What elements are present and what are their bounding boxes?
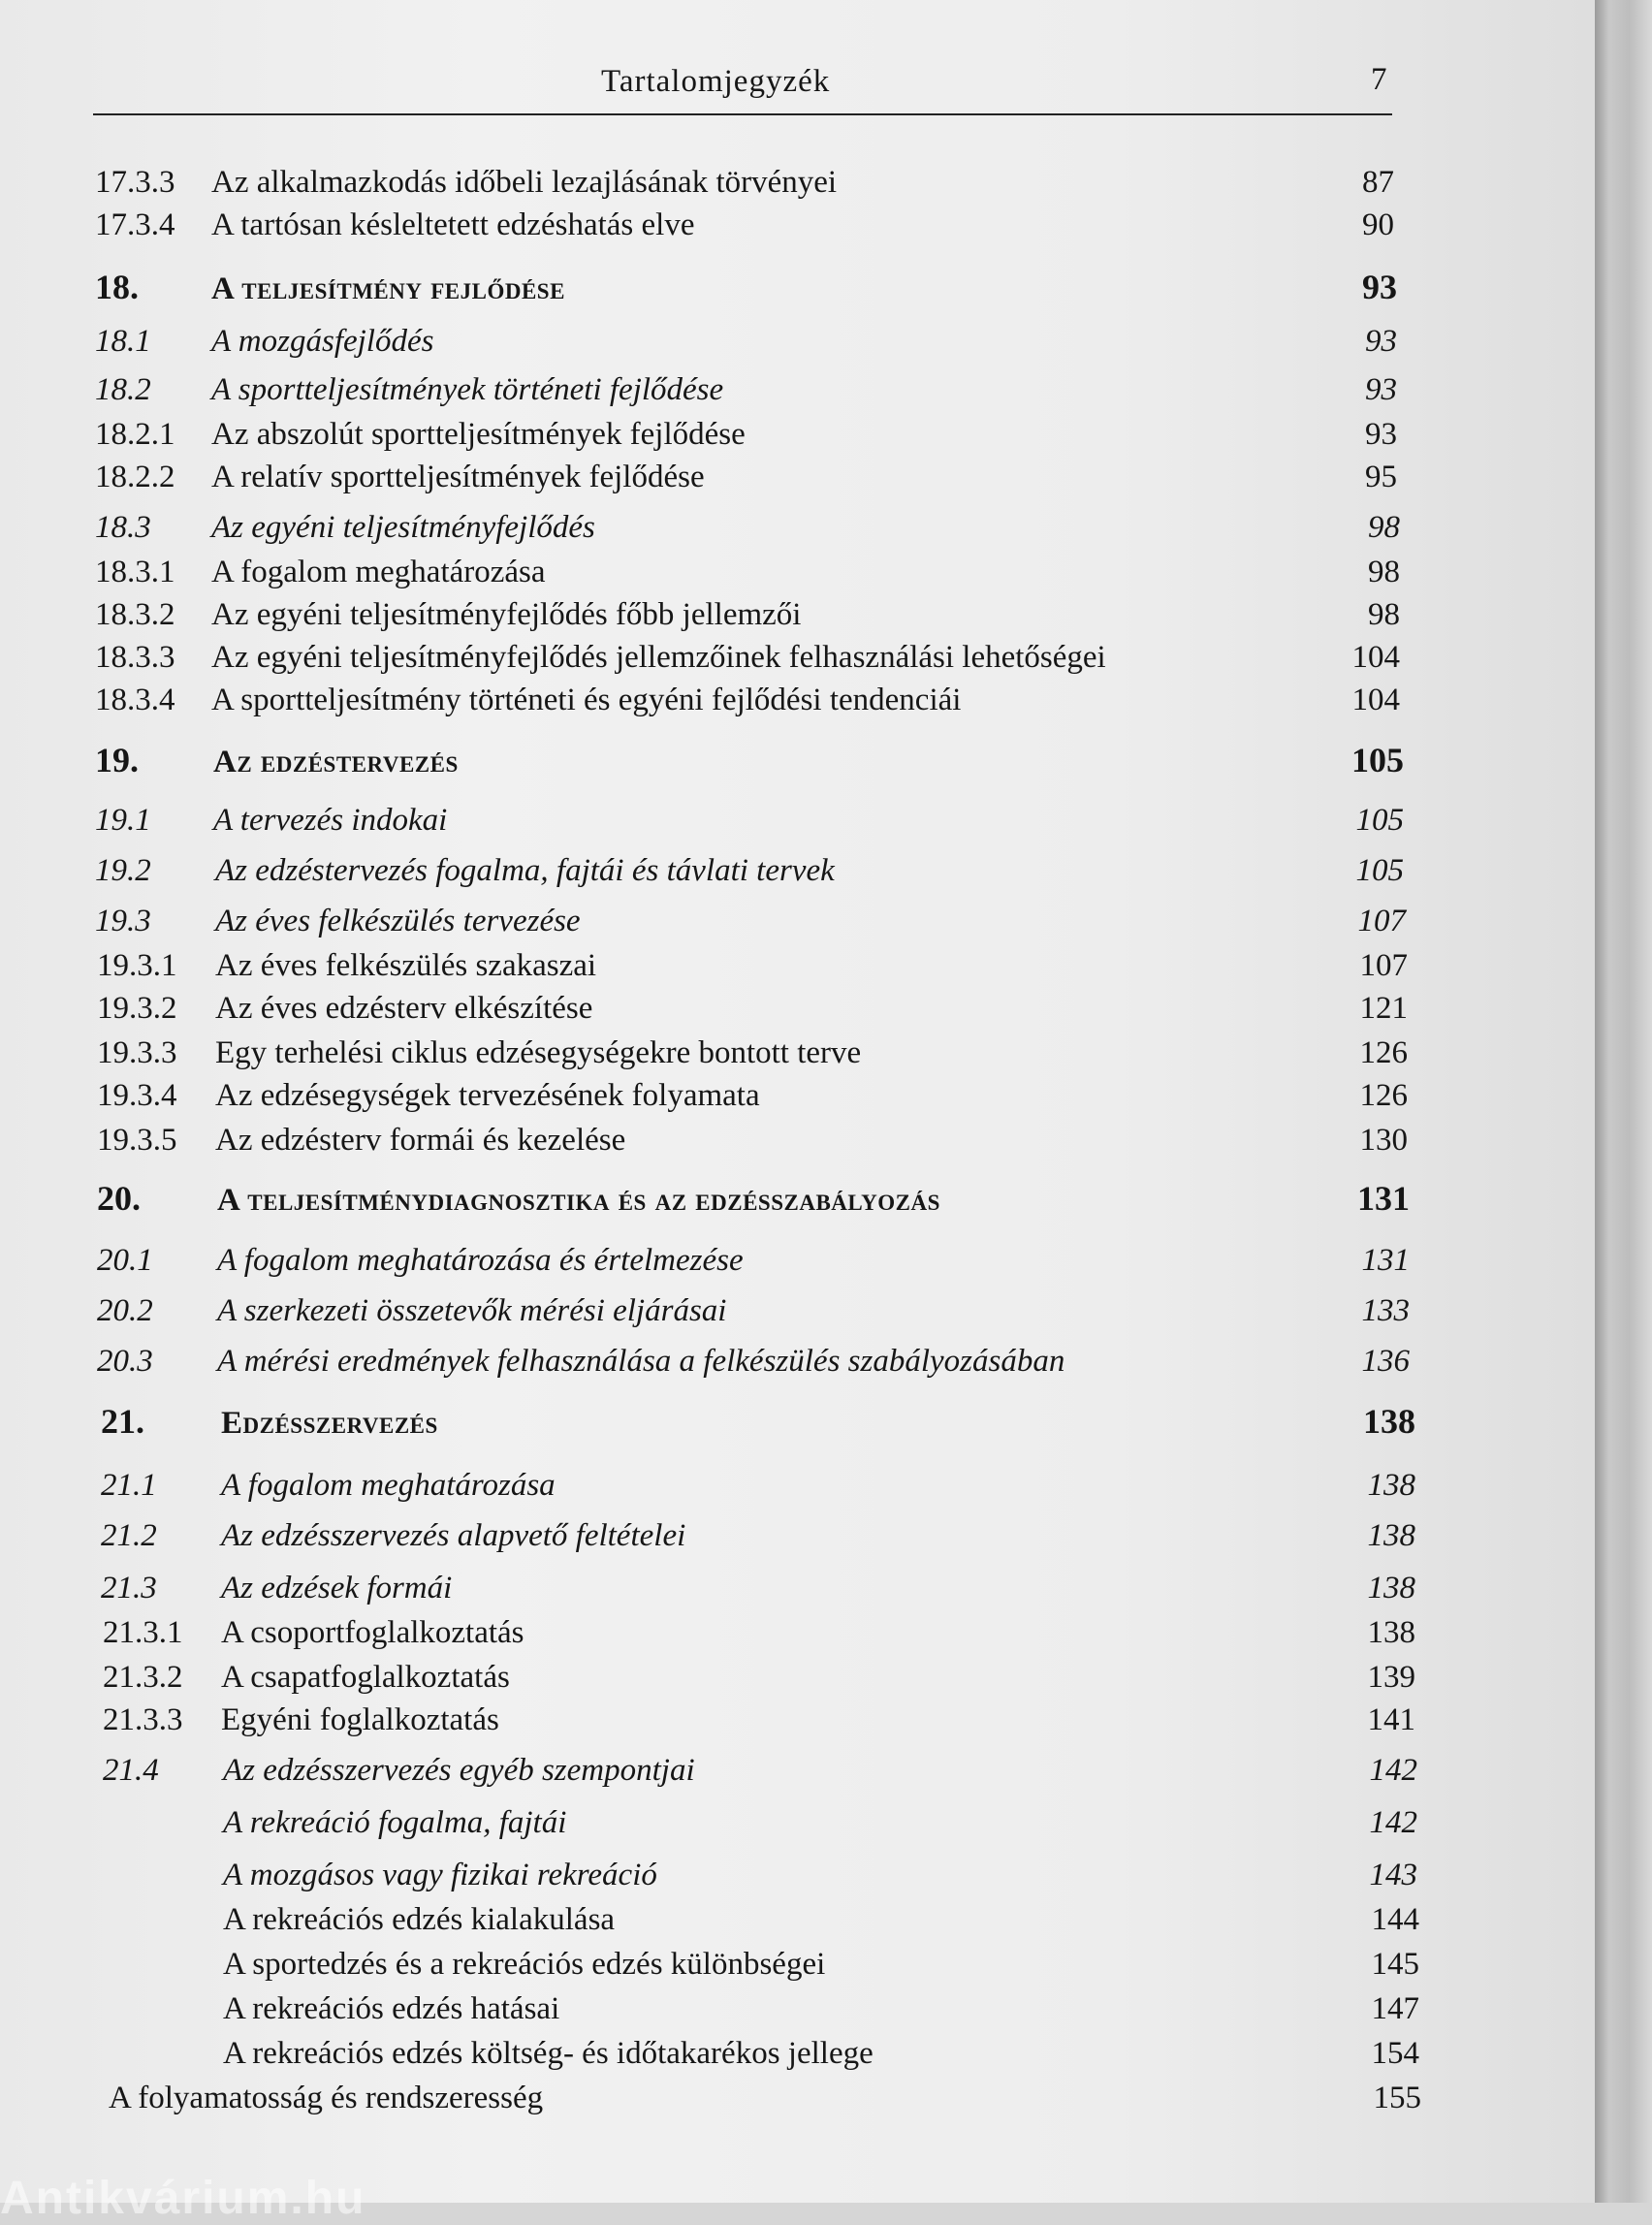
toc-entry-title: Edzésszervezés [221,1406,438,1441]
toc-entry-page: 93 [1365,372,1397,407]
toc-entry-page: 126 [1359,1035,1408,1070]
toc-entry-page: 154 [1371,2036,1419,2071]
toc-entry-title: A rekreációs edzés hatásai [223,1991,560,2026]
toc-entry-page: 105 [1355,803,1404,838]
toc-entry-title: A tervezés indokai [213,803,448,838]
toc-entry-title: A szerkezeti összetevők mérési eljárásai [217,1293,727,1328]
toc-entry-number: 18.3.4 [95,683,175,717]
watermark: Antikvárium.hu [0,2173,366,2224]
toc-entry-number: 18.3.3 [95,640,175,675]
toc-entry-page: 107 [1359,948,1408,983]
toc-chapter [101,1402,1415,1443]
toc-entry-page: 138 [1367,1518,1415,1553]
toc-entry [95,681,1400,719]
toc-entry-page: 131 [1357,1179,1410,1218]
toc-entry-page: 138 [1367,1468,1415,1503]
toc-entry [103,1658,1415,1697]
toc-entry-title: A mozgásos vagy fizikai rekreáció [223,1858,657,1892]
toc-entry-title: A fogalom meghatározása [211,555,546,589]
toc-entry-page: 126 [1359,1078,1408,1113]
toc-entry-title: A mérési eredmények felhasználása a felkészülés szabályozásában [217,1344,1065,1379]
toc-entry-title: Az egyéni teljesítményfejlődés [211,510,595,545]
toc-entry-title: Az edzésterv formái és kezelése [215,1123,626,1158]
toc-chapter [95,268,1397,308]
toc-entry-number: 21.3 [101,1571,157,1605]
toc-entry-page: 141 [1367,1702,1415,1737]
toc-entry [103,1856,1417,1894]
toc-entry-title: Az éves felkészülés tervezése [215,904,581,938]
toc-entry-page: 121 [1359,991,1408,1026]
toc-entry [95,638,1400,677]
toc-entry-number: 19.3.1 [97,948,177,983]
toc-entry-number: 19. [95,741,139,779]
toc-entry-number: 17.3.3 [95,165,175,200]
toc-entry-number: 19.1 [95,803,151,838]
toc-entry-title: A sportteljesítmények történeti fejlődése [211,372,724,407]
toc-entry-page: 95 [1365,460,1397,494]
toc-entry-page: 138 [1367,1571,1415,1605]
toc-entry-title: A folyamatosság és rendszeresség [109,2081,544,2115]
toc-entry [103,1701,1415,1739]
toc-entry-title: Az edzésszervezés alapvető feltételei [221,1518,686,1553]
toc-entry-page: 143 [1369,1858,1417,1892]
toc-entry-page: 142 [1369,1805,1417,1840]
toc-entry [97,1291,1410,1330]
toc-entry [103,1613,1415,1652]
running-header-page-number: 7 [1371,62,1387,97]
toc-entry-page: 138 [1367,1615,1415,1650]
toc-entry [95,902,1406,940]
toc-entry-number: 18.3.1 [95,555,175,589]
toc-entry-title: A sportteljesítmény történeti és egyéni fejlődési tendenciái [211,683,962,717]
toc-entry [95,553,1400,591]
toc-entry [103,1751,1417,1790]
page-edge-shadow [1595,0,1652,2203]
toc-entry-page: 139 [1367,1660,1415,1695]
toc-entry-title: Az éves felkészülés szakaszai [215,948,597,983]
toc-entry [97,1241,1410,1280]
toc-entry-number: 21.4 [103,1753,159,1788]
toc-entry-number: 19.3.2 [97,991,177,1026]
toc-entry-title: Az abszolút sportteljesítmények fejlődése [211,417,746,452]
toc-entry [95,163,1394,202]
toc-entry-page: 142 [1369,1753,1417,1788]
toc-entry [95,801,1404,840]
toc-entry [97,1342,1410,1381]
toc-entry-number: 18.1 [95,324,151,359]
toc-entry-title: A rekreációs edzés kialakulása [223,1902,616,1937]
toc-entry-page: 133 [1361,1293,1410,1328]
toc-entry-title: A teljesítmény fejlődése [211,271,565,306]
toc-entry-title: A sportedzés és a rekreációs edzés különbségei [223,1947,826,1982]
toc-entry-number: 21. [101,1402,144,1441]
toc-entry-title: A csoportfoglalkoztatás [221,1615,524,1650]
toc-entry-number: 20. [97,1179,141,1218]
toc-entry-title: Az edzések formái [221,1571,453,1605]
running-header-title: Tartalomjegyzék [601,64,831,99]
toc-entry [97,1121,1408,1160]
toc-entry-page: 98 [1368,597,1400,632]
toc-entry-page: 147 [1371,1991,1419,2026]
toc-entry-page: 131 [1361,1243,1410,1278]
toc-entry-title: A tartósan késleltetett edzéshatás elve [211,207,695,242]
toc-entry [95,370,1397,409]
toc-entry [101,1466,1415,1505]
toc-entry-number: 18.2.1 [95,417,175,452]
toc-entry-title: A fogalom meghatározása és értelmezése [217,1243,744,1278]
toc-entry-number: 19.3 [95,904,151,938]
toc-entry-title: Egy terhelési ciklus edzésegységekre bontott terve [215,1035,862,1070]
toc-entry-page: 136 [1361,1344,1410,1379]
toc-entry-number: 17.3.4 [95,207,175,242]
toc-entry-page: 105 [1355,853,1404,888]
toc-entry-title: Az edzéstervezés [213,745,459,779]
toc-entry-title: Az egyéni teljesítményfejlődés főbb jellemzői [211,597,802,632]
toc-chapter [95,741,1404,781]
toc-chapter [97,1179,1410,1220]
toc-entry [97,989,1408,1028]
toc-entry-number: 20.3 [97,1344,153,1379]
toc-entry [97,946,1408,985]
toc-entry-number: 21.3.1 [103,1615,183,1650]
toc-entry-page: 138 [1363,1402,1415,1441]
toc-entry-title: A mozgásfejlődés [211,324,434,359]
toc-entry-title: Egyéni foglalkoztatás [221,1702,499,1737]
toc-entry-number: 19.3.5 [97,1123,177,1158]
toc-entry-number: 21.2 [101,1518,157,1553]
toc-entry-number: 18. [95,268,139,306]
toc-entry-number: 18.3.2 [95,597,175,632]
toc-entry-page: 93 [1365,324,1397,359]
toc-entry-title: Az edzésszervezés egyéb szempontjai [223,1753,695,1788]
toc-entry-title: A rekreáció fogalma, fajtái [223,1805,567,1840]
toc-entry-page: 87 [1362,165,1394,200]
toc-entry-title: A teljesítménydiagnosztika és az edzésszabályozás [217,1183,940,1218]
toc-entry [95,595,1400,634]
toc-entry-number: 18.2 [95,372,151,407]
toc-entry-number: 21.3.3 [103,1702,183,1737]
toc-entry [95,322,1397,361]
toc-entry [101,1516,1415,1555]
toc-entry [95,415,1397,454]
toc-entry [95,206,1394,244]
toc-entry-title: A fogalom meghatározása [221,1468,556,1503]
toc-entry-title: Az edzéstervezés fogalma, fajtái és távlati tervek [215,853,835,888]
toc-entry-title: Az edzésegységek tervezésének folyamata [215,1078,760,1113]
toc-entry-title: A relatív sportteljesítmények fejlődése [211,460,705,494]
toc-entry [95,458,1397,496]
toc-entry-title: Az éves edzésterv elkészítése [215,991,593,1026]
toc-entry-page: 105 [1351,741,1404,779]
toc-entry-title: A rekreációs edzés költség- és időtakarékos jellege [223,2036,874,2071]
toc-entry-number: 20.1 [97,1243,153,1278]
toc-entry [97,1076,1408,1115]
toc-entry-number: 19.2 [95,853,151,888]
toc-entry-title: A csapatfoglalkoztatás [221,1660,510,1695]
toc-entry-number: 20.2 [97,1293,153,1328]
toc-entry [103,1900,1419,1939]
toc-entry-page: 144 [1371,1902,1419,1937]
toc-entry [95,851,1404,890]
toc-entry-page: 98 [1368,555,1400,589]
toc-entry-number: 18.2.2 [95,460,175,494]
toc-entry-title: Az egyéni teljesítményfejlődés jellemzőinek felhasználási lehetőségei [211,640,1106,675]
toc-entry-number: 19.3.4 [97,1078,177,1113]
toc-entry-page: 145 [1371,1947,1419,1982]
toc-entry [103,2034,1419,2073]
toc-entry-page: 104 [1351,683,1400,717]
toc-entry-number: 18.3 [95,510,151,545]
toc-entry [103,1989,1419,2028]
toc-entry-title: Az alkalmazkodás időbeli lezajlásának törvényei [211,165,838,200]
toc-entry [101,1569,1415,1607]
toc-entry [109,2079,1421,2117]
toc-entry-page: 93 [1362,268,1397,306]
toc-entry-page: 90 [1362,207,1394,242]
toc-entry-page: 155 [1373,2081,1421,2115]
toc-entry-page: 107 [1357,904,1406,938]
toc-entry [103,1803,1417,1842]
toc-entry [103,1945,1419,1984]
toc-entry-page: 98 [1368,510,1400,545]
toc-entry-page: 93 [1365,417,1397,452]
toc-entry [95,508,1400,547]
toc-entry-page: 130 [1359,1123,1408,1158]
toc-entry-number: 21.3.2 [103,1660,183,1695]
toc-entry [97,1033,1408,1072]
toc-entry-page: 104 [1351,640,1400,675]
toc-entry-number: 21.1 [101,1468,157,1503]
toc-entry-number: 19.3.3 [97,1035,177,1070]
